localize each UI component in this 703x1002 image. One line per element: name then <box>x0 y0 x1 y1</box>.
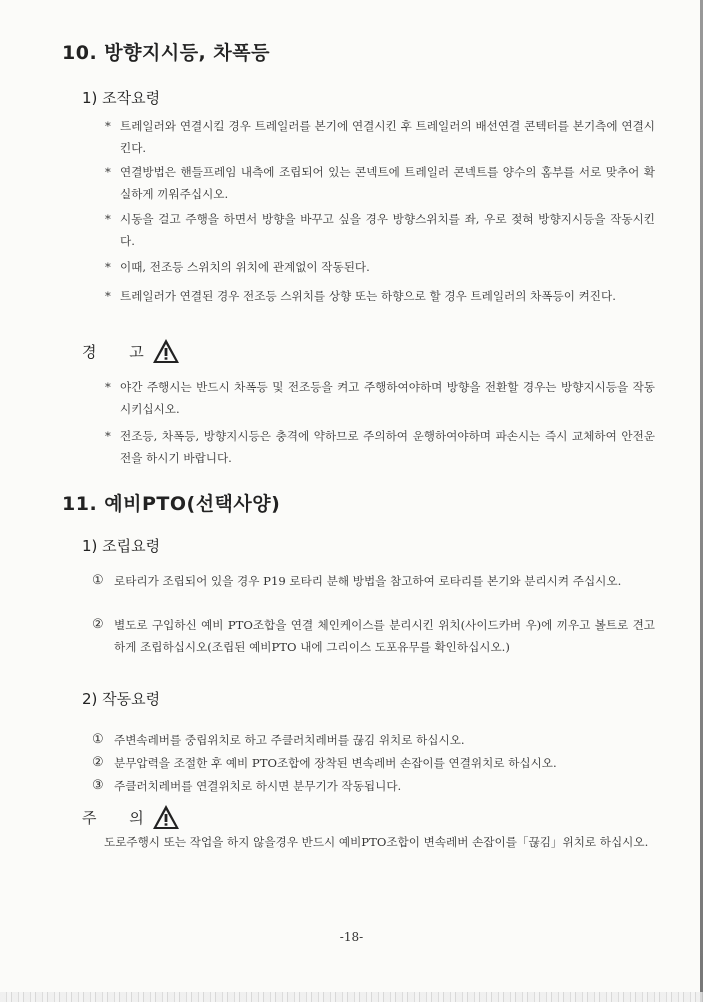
list-item-text: 로타리가 조립되어 있을 경우 P19 로타리 분해 방법을 참고하여 로타리를 본기와 분리시켜 주십시오. <box>114 574 622 588</box>
list-item-text: 전조등, 차폭등, 방향지시등은 충격에 약하므로 주의하여 운행하여야하며 파손시는 즉시 교체하여 안전운전을 하시기 바랍니다. <box>120 429 655 465</box>
section-title-11: 11. 예비PTO(선택사양) <box>62 493 281 515</box>
page-number: -18- <box>339 930 364 944</box>
list-item-text: 연결방법은 핸들프레임 내측에 조립되어 있는 콘넥트에 트레일러 콘넥트를 양수의 홈부를 서로 맞추어 확실하게 끼워주십시오. <box>120 165 655 201</box>
list-item <box>105 208 655 252</box>
subsection-title-operation: 1) 조작요령 <box>82 89 161 107</box>
list-item <box>92 614 655 658</box>
list-item <box>92 570 655 592</box>
bullet-marker: * <box>105 380 111 394</box>
list-number: ② <box>92 617 104 632</box>
list-item-text: 별도로 구입하신 예비 PTO조합을 연결 체인케이스를 분리시킨 위치(사이드카버 우)에 끼우고 볼트로 견고하게 조립하십시오(조립된 예비PTO 내에 그리이스 도포유무를 확인하십시오.) <box>114 618 655 654</box>
list-item <box>105 161 655 205</box>
caution-label: 주 의 <box>82 808 158 827</box>
list-item-text: 분무압력을 조절한 후 예비 PTO조합에 장착된 변속레버 손잡이를 연결위치로 하십시오. <box>114 756 557 770</box>
bullet-marker: * <box>105 429 111 443</box>
list-item <box>92 775 655 797</box>
warning-triangle-icon <box>152 338 180 364</box>
list-item-text: 이때, 전조등 스위치의 위치에 관계없이 작동된다. <box>120 260 370 274</box>
list-item <box>92 752 655 774</box>
subsection-title-assembly: 1) 조립요령 <box>82 537 161 555</box>
list-number: ② <box>92 755 104 770</box>
list-item-text: 주변속레버를 중립위치로 하고 주클러치레버를 끊김 위치로 하십시오. <box>114 733 465 747</box>
scan-edge-bottom <box>0 992 703 1002</box>
list-item-text: 트레일러가 연결된 경우 전조등 스위치를 상향 또는 하향으로 할 경우 트레일러의 차폭등이 켜진다. <box>120 289 616 303</box>
bullet-marker: * <box>105 165 111 179</box>
list-item <box>105 115 655 159</box>
bullet-marker: * <box>105 119 111 133</box>
list-item-text: 주클러치레버를 연결위치로 하시면 분무기가 작동됩니다. <box>114 779 402 793</box>
warning-label: 경 고 <box>82 342 158 361</box>
warning-heading <box>82 338 180 364</box>
list-item <box>105 256 655 278</box>
list-item-text: 야간 주행시는 반드시 차폭등 및 전조등을 켜고 주행하여야하며 방향을 전환할 경우는 방향지시등을 작동시키십시오. <box>120 380 655 416</box>
list-number: ① <box>92 573 104 588</box>
bullet-marker: * <box>105 289 111 303</box>
list-item-text: 시동을 걸고 주행을 하면서 방향을 바꾸고 싶을 경우 방향스위치를 좌, 우로 젖혀 방향지시등을 작동시킨다. <box>120 212 655 248</box>
warning-triangle-icon <box>152 804 180 830</box>
bullet-marker: * <box>105 260 111 274</box>
list-item-text: 트레일러와 연결시킬 경우 트레일러를 본기에 연결시킨 후 트레일러의 배선연결 콘텍터를 본기측에 연결시킨다. <box>120 119 655 155</box>
list-number: ③ <box>92 778 104 793</box>
caution-heading <box>82 804 180 830</box>
subsection-title-operation-pto: 2) 작동요령 <box>82 690 161 708</box>
list-item <box>92 729 655 751</box>
list-item <box>105 376 655 420</box>
bullet-marker: * <box>105 212 111 226</box>
caution-text: 도로주행시 또는 작업을 하지 않을경우 반드시 예비PTO조합이 변속레버 손잡이를「끊김」위치로 하십시오. <box>104 835 649 849</box>
list-item <box>105 285 655 307</box>
section-title-10: 10. 방향지시등, 차폭등 <box>62 42 270 64</box>
list-item <box>105 425 655 469</box>
list-number: ① <box>92 732 104 747</box>
